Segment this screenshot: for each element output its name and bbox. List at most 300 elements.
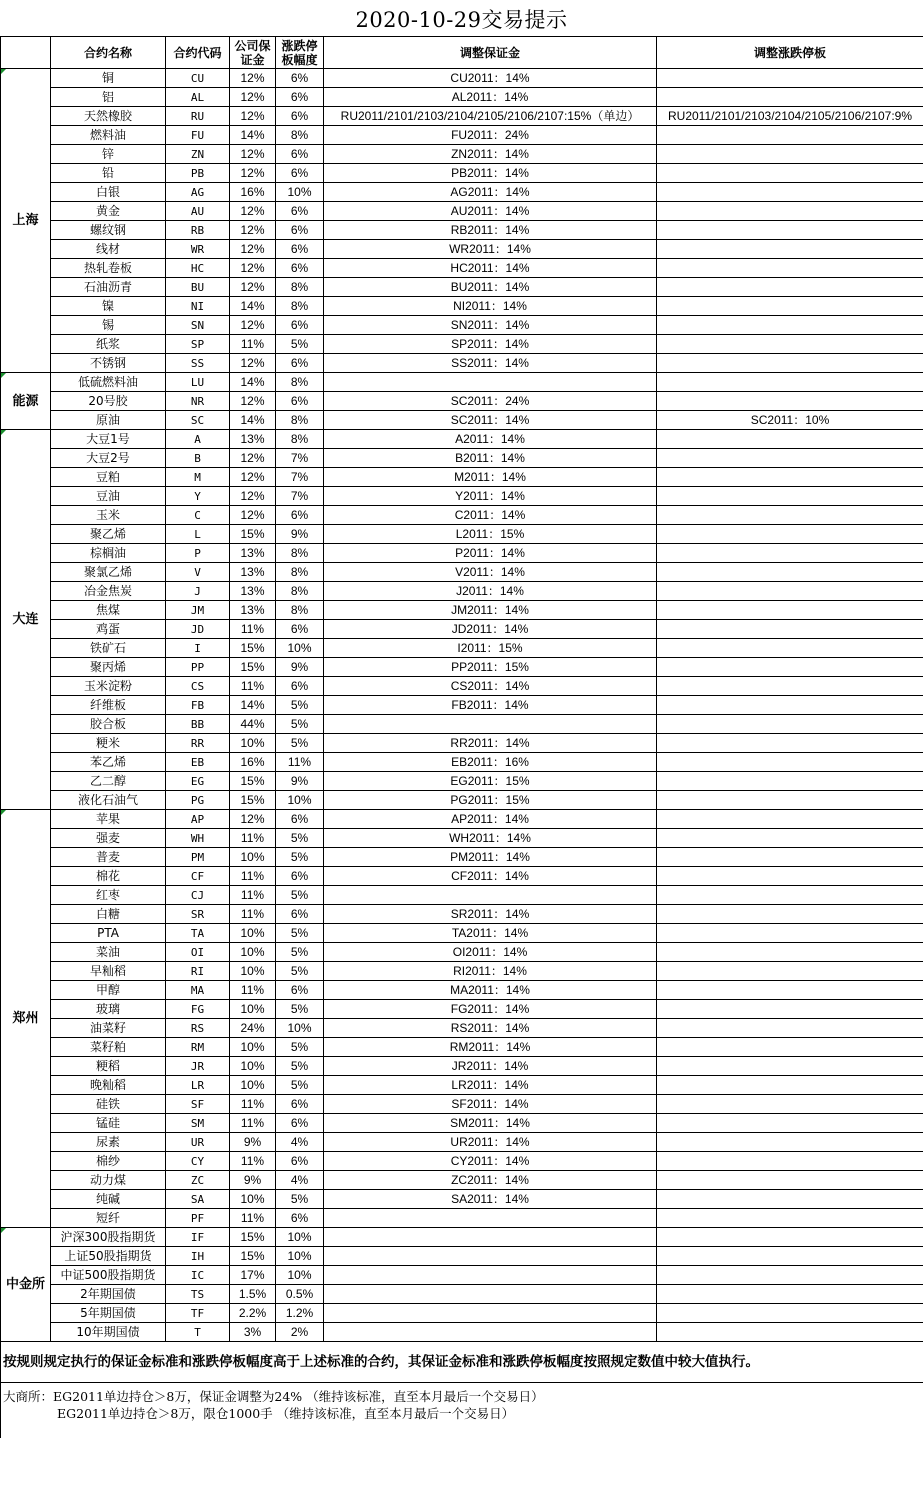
limit-range-cell: 5%	[276, 1076, 324, 1095]
contract-code-cell: EB	[166, 753, 230, 772]
contract-name-cell: 棉花	[51, 867, 166, 886]
adjusted-limit-cell	[657, 886, 923, 905]
contract-name-cell: 聚氯乙烯	[51, 563, 166, 582]
adjusted-margin-cell: ZN2011：14%	[324, 145, 657, 164]
limit-range-cell: 5%	[276, 829, 324, 848]
limit-range-cell: 9%	[276, 658, 324, 677]
contract-name-cell: 锌	[51, 145, 166, 164]
table-row	[1, 1285, 923, 1304]
contract-name-cell: 线材	[51, 240, 166, 259]
adjusted-limit-cell	[657, 297, 923, 316]
limit-range-cell: 6%	[276, 354, 324, 373]
limit-range-cell: 6%	[276, 221, 324, 240]
company-margin-cell: 9%	[230, 1133, 276, 1152]
adjusted-margin-cell: AG2011：14%	[324, 183, 657, 202]
contract-name-cell: 尿素	[51, 1133, 166, 1152]
contract-name-cell: 5年期国债	[51, 1304, 166, 1323]
contract-code-cell: RI	[166, 962, 230, 981]
adjusted-margin-cell	[324, 373, 657, 392]
limit-range-cell: 5%	[276, 335, 324, 354]
limit-range-cell: 7%	[276, 468, 324, 487]
adjusted-margin-cell: FB2011：14%	[324, 696, 657, 715]
adjusted-margin-cell: PP2011：15%	[324, 658, 657, 677]
adjusted-margin-cell: WH2011：14%	[324, 829, 657, 848]
contract-name-cell: 2年期国债	[51, 1285, 166, 1304]
contract-code-cell: NI	[166, 297, 230, 316]
contract-code-cell: FU	[166, 126, 230, 145]
adjusted-margin-cell: PG2011：15%	[324, 791, 657, 810]
limit-range-cell: 6%	[276, 164, 324, 183]
adjusted-margin-cell	[324, 886, 657, 905]
limit-range-cell: 9%	[276, 525, 324, 544]
company-margin-cell: 10%	[230, 1000, 276, 1019]
adjusted-margin-cell: SN2011：14%	[324, 316, 657, 335]
contract-name-cell: 原油	[51, 411, 166, 430]
adjusted-limit-cell	[657, 202, 923, 221]
adjusted-margin-cell: WR2011：14%	[324, 240, 657, 259]
adjusted-limit-cell	[657, 810, 923, 829]
contract-name-cell: 白糖	[51, 905, 166, 924]
adjusted-limit-cell	[657, 506, 923, 525]
adjusted-limit-cell	[657, 468, 923, 487]
table-row	[1, 88, 923, 107]
company-margin-cell: 12%	[230, 202, 276, 221]
note-row	[1, 1342, 923, 1383]
contract-code-cell: MA	[166, 981, 230, 1000]
adjusted-limit-cell	[657, 354, 923, 373]
limit-range-cell: 8%	[276, 278, 324, 297]
company-margin-cell: 13%	[230, 563, 276, 582]
contract-name-cell: 冶金焦炭	[51, 582, 166, 601]
company-margin-cell: 14%	[230, 696, 276, 715]
company-margin-cell: 11%	[230, 677, 276, 696]
company-margin-cell: 10%	[230, 1057, 276, 1076]
company-margin-cell: 12%	[230, 449, 276, 468]
limit-range-cell: 6%	[276, 392, 324, 411]
adjusted-margin-cell: SC2011：14%	[324, 411, 657, 430]
adjusted-margin-cell: UR2011：14%	[324, 1133, 657, 1152]
table-row	[1, 1228, 923, 1247]
limit-range-cell: 10%	[276, 1266, 324, 1285]
contract-name-cell: 低硫燃料油	[51, 373, 166, 392]
adjusted-margin-cell: RU2011/2101/2103/2104/2105/2106/2107:15%（单边）	[324, 107, 657, 126]
company-margin-cell: 11%	[230, 829, 276, 848]
adjusted-limit-cell	[657, 278, 923, 297]
adjusted-limit-cell	[657, 696, 923, 715]
adjusted-margin-cell: PB2011：14%	[324, 164, 657, 183]
contract-code-cell: SS	[166, 354, 230, 373]
company-margin-cell: 14%	[230, 297, 276, 316]
contract-code-cell: CJ	[166, 886, 230, 905]
company-margin-cell: 2.2%	[230, 1304, 276, 1323]
company-margin-cell: 13%	[230, 601, 276, 620]
exchange-name: 郑州	[1, 810, 51, 1228]
contract-name-cell: 上证50股指期货	[51, 1247, 166, 1266]
contract-code-cell: J	[166, 582, 230, 601]
table-row	[1, 677, 923, 696]
adjusted-margin-cell: OI2011：14%	[324, 943, 657, 962]
contract-code-cell: M	[166, 468, 230, 487]
table-row	[1, 829, 923, 848]
contract-code-cell: WH	[166, 829, 230, 848]
adjusted-margin-cell: RB2011：14%	[324, 221, 657, 240]
contract-name-cell: 早籼稻	[51, 962, 166, 981]
contract-code-cell: LR	[166, 1076, 230, 1095]
company-margin-cell: 12%	[230, 145, 276, 164]
contract-name-cell: 液化石油气	[51, 791, 166, 810]
table-row	[1, 924, 923, 943]
contract-name-cell: 沪深300股指期货	[51, 1228, 166, 1247]
adjusted-limit-cell	[657, 126, 923, 145]
company-margin-cell: 10%	[230, 848, 276, 867]
limit-range-cell: 6%	[276, 677, 324, 696]
contract-code-cell: RM	[166, 1038, 230, 1057]
contract-name-cell: 晚籼稻	[51, 1076, 166, 1095]
contract-code-cell: PF	[166, 1209, 230, 1228]
company-margin-cell: 11%	[230, 867, 276, 886]
header-limit-range	[276, 37, 324, 69]
contract-name-cell: 白银	[51, 183, 166, 202]
table-row	[1, 1171, 923, 1190]
adjusted-limit-cell	[657, 240, 923, 259]
company-margin-cell: 10%	[230, 1190, 276, 1209]
contract-code-cell: ZN	[166, 145, 230, 164]
limit-range-cell: 1.2%	[276, 1304, 324, 1323]
header-company-margin-line2: 证金	[240, 52, 265, 67]
contract-name-cell: 焦煤	[51, 601, 166, 620]
adjusted-limit-cell: RU2011/2101/2103/2104/2105/2106/2107:9%	[657, 107, 923, 126]
contract-code-cell: WR	[166, 240, 230, 259]
limit-range-cell: 5%	[276, 734, 324, 753]
limit-range-cell: 5%	[276, 962, 324, 981]
contract-code-cell: EG	[166, 772, 230, 791]
company-margin-cell: 13%	[230, 430, 276, 449]
contract-name-cell: 油菜籽	[51, 1019, 166, 1038]
contract-code-cell: Y	[166, 487, 230, 506]
table-row	[1, 1266, 923, 1285]
contract-code-cell: RU	[166, 107, 230, 126]
limit-range-cell: 8%	[276, 126, 324, 145]
adjusted-limit-cell	[657, 620, 923, 639]
contract-code-cell: BU	[166, 278, 230, 297]
footer-line-1: 大商所：EG2011单边持仓＞8万，保证金调整为24% （维持该标准，直至本月最后一个交易日）	[3, 1389, 544, 1404]
adjusted-margin-cell: M2011：14%	[324, 468, 657, 487]
table-row	[1, 1190, 923, 1209]
contract-name-cell: 硅铁	[51, 1095, 166, 1114]
table-row	[1, 1076, 923, 1095]
adjusted-limit-cell	[657, 734, 923, 753]
header-adjusted-limit: 调整涨跌停板	[657, 37, 923, 69]
company-margin-cell: 12%	[230, 392, 276, 411]
table-row	[1, 734, 923, 753]
adjusted-limit-cell	[657, 259, 923, 278]
company-margin-cell: 17%	[230, 1266, 276, 1285]
contract-code-cell: SC	[166, 411, 230, 430]
adjusted-margin-cell: BU2011：14%	[324, 278, 657, 297]
company-margin-cell: 14%	[230, 126, 276, 145]
contract-name-cell: 强麦	[51, 829, 166, 848]
company-margin-cell: 12%	[230, 316, 276, 335]
adjusted-margin-cell: C2011：14%	[324, 506, 657, 525]
contract-code-cell: UR	[166, 1133, 230, 1152]
company-margin-cell: 11%	[230, 905, 276, 924]
company-margin-cell: 12%	[230, 810, 276, 829]
adjusted-margin-cell: RR2011：14%	[324, 734, 657, 753]
header-company-margin	[230, 37, 276, 69]
adjusted-margin-cell: CY2011：14%	[324, 1152, 657, 1171]
adjusted-margin-cell: SM2011：14%	[324, 1114, 657, 1133]
limit-range-cell: 8%	[276, 373, 324, 392]
contract-name-cell: 聚乙烯	[51, 525, 166, 544]
contract-name-cell: 普麦	[51, 848, 166, 867]
adjusted-limit-cell	[657, 544, 923, 563]
adjusted-margin-cell: SC2011：24%	[324, 392, 657, 411]
limit-range-cell: 6%	[276, 88, 324, 107]
contract-name-cell: 短纤	[51, 1209, 166, 1228]
limit-range-cell: 7%	[276, 449, 324, 468]
adjusted-limit-cell	[657, 1152, 923, 1171]
page-title: 2020-10-29交易提示	[355, 8, 568, 32]
limit-range-cell: 6%	[276, 981, 324, 1000]
contract-name-cell: 黄金	[51, 202, 166, 221]
adjusted-limit-cell	[657, 1228, 923, 1247]
company-margin-cell: 13%	[230, 582, 276, 601]
table-row	[1, 221, 923, 240]
limit-range-cell: 6%	[276, 202, 324, 221]
adjusted-margin-cell: EG2011：15%	[324, 772, 657, 791]
contract-name-cell: 棕榈油	[51, 544, 166, 563]
adjusted-limit-cell	[657, 1247, 923, 1266]
contract-code-cell: BB	[166, 715, 230, 734]
adjusted-margin-cell: RI2011：14%	[324, 962, 657, 981]
header-row	[1, 37, 923, 69]
table-row	[1, 1323, 923, 1342]
company-margin-cell: 44%	[230, 715, 276, 734]
adjusted-limit-cell	[657, 487, 923, 506]
table-row	[1, 544, 923, 563]
limit-range-cell: 8%	[276, 430, 324, 449]
contract-name-cell: 菜籽粕	[51, 1038, 166, 1057]
contract-code-cell: CU	[166, 69, 230, 88]
contract-code-cell: JM	[166, 601, 230, 620]
adjusted-limit-cell	[657, 316, 923, 335]
company-margin-cell: 12%	[230, 240, 276, 259]
contract-code-cell: C	[166, 506, 230, 525]
table-row	[1, 867, 923, 886]
header-contract-code: 合约代码	[166, 37, 230, 69]
contract-name-cell: 纯碱	[51, 1190, 166, 1209]
company-margin-cell: 12%	[230, 221, 276, 240]
adjusted-margin-cell: JD2011：14%	[324, 620, 657, 639]
header-exchange	[1, 37, 51, 69]
adjusted-limit-cell: SC2011：10%	[657, 411, 923, 430]
trading-notice-table	[0, 36, 923, 1438]
adjusted-margin-cell: V2011：14%	[324, 563, 657, 582]
adjusted-margin-cell: ZC2011：14%	[324, 1171, 657, 1190]
adjusted-margin-cell: SR2011：14%	[324, 905, 657, 924]
company-margin-cell: 9%	[230, 1171, 276, 1190]
adjusted-margin-cell: SF2011：14%	[324, 1095, 657, 1114]
contract-code-cell: LU	[166, 373, 230, 392]
table-row	[1, 620, 923, 639]
table-row	[1, 1095, 923, 1114]
adjusted-limit-cell	[657, 753, 923, 772]
limit-range-cell: 10%	[276, 791, 324, 810]
contract-code-cell: SN	[166, 316, 230, 335]
limit-range-cell: 8%	[276, 297, 324, 316]
contract-code-cell: JD	[166, 620, 230, 639]
contract-code-cell: HC	[166, 259, 230, 278]
company-margin-cell: 15%	[230, 658, 276, 677]
adjusted-limit-cell	[657, 1266, 923, 1285]
contract-code-cell: AG	[166, 183, 230, 202]
limit-range-cell: 7%	[276, 487, 324, 506]
adjusted-margin-cell	[324, 1304, 657, 1323]
adjusted-margin-cell: J2011：14%	[324, 582, 657, 601]
adjusted-margin-cell: PM2011：14%	[324, 848, 657, 867]
table-row	[1, 487, 923, 506]
adjusted-limit-cell	[657, 335, 923, 354]
table-row	[1, 1114, 923, 1133]
adjusted-limit-cell	[657, 829, 923, 848]
limit-range-cell: 6%	[276, 506, 324, 525]
limit-range-cell: 10%	[276, 1228, 324, 1247]
contract-name-cell: 纸浆	[51, 335, 166, 354]
table-row	[1, 658, 923, 677]
adjusted-limit-cell	[657, 601, 923, 620]
limit-range-cell: 6%	[276, 867, 324, 886]
adjusted-margin-cell: TA2011：14%	[324, 924, 657, 943]
adjusted-limit-cell	[657, 430, 923, 449]
adjusted-limit-cell	[657, 905, 923, 924]
table-row	[1, 1057, 923, 1076]
contract-code-cell: AL	[166, 88, 230, 107]
contract-name-cell: 粳米	[51, 734, 166, 753]
table-row	[1, 563, 923, 582]
limit-range-cell: 6%	[276, 810, 324, 829]
adjusted-margin-cell: FG2011：14%	[324, 1000, 657, 1019]
table-row	[1, 373, 923, 392]
adjusted-margin-cell: A2011：14%	[324, 430, 657, 449]
contract-name-cell: 动力煤	[51, 1171, 166, 1190]
contract-name-cell: 螺纹钢	[51, 221, 166, 240]
adjusted-limit-cell	[657, 962, 923, 981]
adjusted-limit-cell	[657, 373, 923, 392]
contract-name-cell: 中证500股指期货	[51, 1266, 166, 1285]
limit-range-cell: 8%	[276, 544, 324, 563]
adjusted-limit-cell	[657, 1038, 923, 1057]
company-margin-cell: 11%	[230, 1209, 276, 1228]
limit-range-cell: 5%	[276, 715, 324, 734]
table-row	[1, 164, 923, 183]
limit-range-cell: 6%	[276, 905, 324, 924]
company-margin-cell: 12%	[230, 468, 276, 487]
company-margin-cell: 15%	[230, 525, 276, 544]
contract-code-cell: NR	[166, 392, 230, 411]
company-margin-cell: 12%	[230, 259, 276, 278]
table-row	[1, 1209, 923, 1228]
company-margin-cell: 1.5%	[230, 1285, 276, 1304]
adjusted-limit-cell	[657, 183, 923, 202]
adjusted-limit-cell	[657, 1114, 923, 1133]
limit-range-cell: 2%	[276, 1323, 324, 1342]
contract-code-cell: PB	[166, 164, 230, 183]
limit-range-cell: 0.5%	[276, 1285, 324, 1304]
contract-code-cell: AU	[166, 202, 230, 221]
table-row	[1, 392, 923, 411]
contract-code-cell: P	[166, 544, 230, 563]
adjusted-margin-cell	[324, 1209, 657, 1228]
adjusted-margin-cell	[324, 1285, 657, 1304]
contract-name-cell: 纤维板	[51, 696, 166, 715]
company-margin-cell: 10%	[230, 1076, 276, 1095]
adjusted-margin-cell: P2011：14%	[324, 544, 657, 563]
adjusted-margin-cell	[324, 1323, 657, 1342]
limit-range-cell: 5%	[276, 696, 324, 715]
table-row	[1, 354, 923, 373]
table-row	[1, 316, 923, 335]
company-margin-cell: 15%	[230, 772, 276, 791]
adjusted-margin-cell: L2011：15%	[324, 525, 657, 544]
adjusted-limit-cell	[657, 1076, 923, 1095]
contract-code-cell: CS	[166, 677, 230, 696]
adjusted-limit-cell	[657, 772, 923, 791]
contract-name-cell: 苹果	[51, 810, 166, 829]
adjusted-margin-cell: RS2011：14%	[324, 1019, 657, 1038]
contract-code-cell: PG	[166, 791, 230, 810]
rule-note: 按规则规定执行的保证金标准和涨跌停板幅度高于上述标准的合约，其保证金标准和涨跌停板幅度按照规定数值中较大值执行。	[1, 1342, 923, 1383]
limit-range-cell: 10%	[276, 1247, 324, 1266]
table-row	[1, 202, 923, 221]
contract-code-cell: A	[166, 430, 230, 449]
adjusted-margin-cell: I2011：15%	[324, 639, 657, 658]
adjusted-margin-cell	[324, 715, 657, 734]
contract-name-cell: 锡	[51, 316, 166, 335]
adjusted-limit-cell	[657, 1304, 923, 1323]
adjusted-limit-cell	[657, 658, 923, 677]
exchange-name: 大连	[1, 430, 51, 810]
contract-code-cell: AP	[166, 810, 230, 829]
adjusted-limit-cell	[657, 1000, 923, 1019]
company-margin-cell: 3%	[230, 1323, 276, 1342]
adjusted-margin-cell	[324, 1266, 657, 1285]
table-row	[1, 1000, 923, 1019]
table-row	[1, 886, 923, 905]
contract-name-cell: 铝	[51, 88, 166, 107]
contract-code-cell: V	[166, 563, 230, 582]
company-margin-cell: 11%	[230, 1114, 276, 1133]
contract-name-cell: 苯乙烯	[51, 753, 166, 772]
table-row	[1, 772, 923, 791]
limit-range-cell: 6%	[276, 259, 324, 278]
contract-code-cell: TS	[166, 1285, 230, 1304]
table-row	[1, 601, 923, 620]
company-margin-cell: 12%	[230, 69, 276, 88]
limit-range-cell: 6%	[276, 107, 324, 126]
contract-name-cell: 镍	[51, 297, 166, 316]
adjusted-limit-cell	[657, 1133, 923, 1152]
header-limit-range-line2: 板幅度	[281, 52, 318, 67]
adjusted-limit-cell	[657, 924, 923, 943]
limit-range-cell: 5%	[276, 1038, 324, 1057]
adjusted-margin-cell: CF2011：14%	[324, 867, 657, 886]
header-contract-name: 合约名称	[51, 37, 166, 69]
table-row	[1, 335, 923, 354]
adjusted-margin-cell: AU2011：14%	[324, 202, 657, 221]
contract-code-cell: TA	[166, 924, 230, 943]
contract-code-cell: SR	[166, 905, 230, 924]
adjusted-margin-cell: RM2011：14%	[324, 1038, 657, 1057]
